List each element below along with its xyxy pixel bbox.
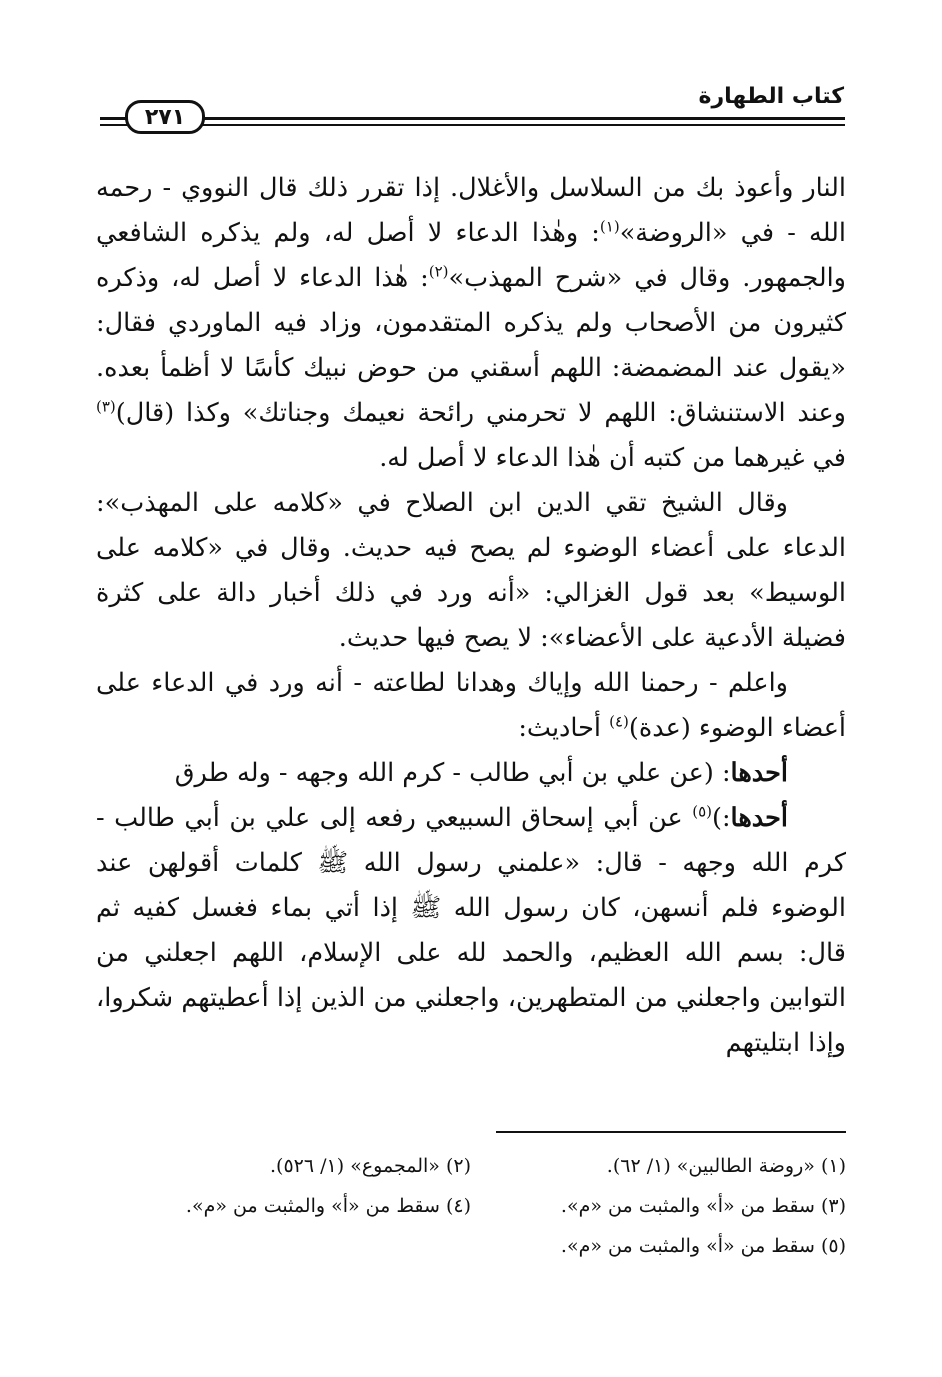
header-rule-double <box>100 124 845 126</box>
footnote-separator <box>496 1131 846 1133</box>
running-header-title: كتاب الطهارة <box>698 84 844 109</box>
footnote-row <box>96 1226 846 1266</box>
text-run: : وهٰذا الدعاء لا أصل له، ولم يذكره الشافعي والجمهور. وقال في «شرح المهذب» <box>96 218 846 293</box>
header-rule <box>100 117 845 120</box>
footnotes <box>96 1146 846 1266</box>
text-run: واعلم - رحمنا الله وإياك وهدانا لطاعته - أنه ورد في الدعاء على أعضاء الوضوء (عدة) <box>96 668 846 743</box>
paragraph <box>96 751 846 796</box>
footnote-marker: (١) <box>599 217 620 236</box>
footnote-5: (٥) سقط من «أ» والمثبت من «م». <box>560 1235 846 1257</box>
footnote-marker: (٣) <box>96 397 116 416</box>
text-run: :) <box>712 803 731 833</box>
main-text <box>96 166 846 1066</box>
bold-lead-word: أحدها <box>730 758 788 788</box>
footnote-row <box>96 1186 846 1226</box>
text-run: النار وأعوذ بك من السلاسل والأغلال. إذا تقرر ذلك قال النووي - رحمه الله - في «الروضة» <box>96 173 846 248</box>
bold-lead-word: أحدها <box>730 803 788 833</box>
footnote-row <box>96 1146 846 1186</box>
footnote-3: (٣) سقط من «أ» والمثبت من «م». <box>560 1195 846 1217</box>
footnote-2: (٢) «المجموع» (١/ ٥٢٦). <box>270 1155 471 1177</box>
text-run: أحاديث: <box>518 713 610 743</box>
footnote-marker: (٤) <box>609 712 629 731</box>
paragraph <box>96 661 846 751</box>
footnote-4: (٤) سقط من «أ» والمثبت من «م». <box>185 1195 471 1217</box>
footnote-1: (١) «روضة الطالبين» (١/ ٦٢). <box>606 1155 846 1177</box>
text-run: : (عن علي بن أبي طالب - كرم الله وجهه - وله طرق <box>174 758 731 788</box>
text-run: وقال الشيخ تقي الدين ابن الصلاح في «كلامه على المهذب»: الدعاء على أعضاء الوضوء لم يصح فيه حديث. وقال في «كلامه على الوسيط» بعد قول الغزالي: «أنه ورد في ذلك أخبار دالة على كثرة فضيلة الأدعية على الأعضاء»: لا يصح فيها حديث. <box>96 488 846 653</box>
page-number: ٢٧١ <box>125 100 205 134</box>
text-run: عن أبي إسحاق السبيعي رفعه إلى علي بن أبي طالب - كرم الله وجهه - قال: «علمني رسول الله ﷺ كلمات أقولهن عند الوضوء فلم أنسهن، كان رسول الله ﷺ إذا أتي بماء فغسل كفيه ثم قال: بسم الله العظيم، والحمد لله على الإسلام، اللهم اجعلني من التوابين واجعلني من المتطهرين، واجعلني من الذين إذا أعطيتهم شكروا، وإذا ابتليتهم <box>96 803 846 1058</box>
text-run: في غيرهما من كتبه أن هٰذا الدعاء لا أصل له. <box>379 443 846 473</box>
text-run: : هٰذا الدعاء لا أصل له، وذكره كثيرون من الأصحاب ولم يذكره المتقدمون، وزاد فيه الماوردي فقال: «يقول عند المضمضة: اللهم أسقني من حوض نبيك كأسًا لا أظمأ بعده. وعند الاستنشاق: اللهم لا تحرمني رائحة نعيمك وجناتك» وكذا (قال) <box>96 263 846 428</box>
footnote-marker: (٥) <box>692 802 712 821</box>
footnote-marker: (٢) <box>428 262 449 281</box>
paragraph <box>96 166 846 481</box>
paragraph <box>96 796 846 1066</box>
paragraph <box>96 481 846 661</box>
